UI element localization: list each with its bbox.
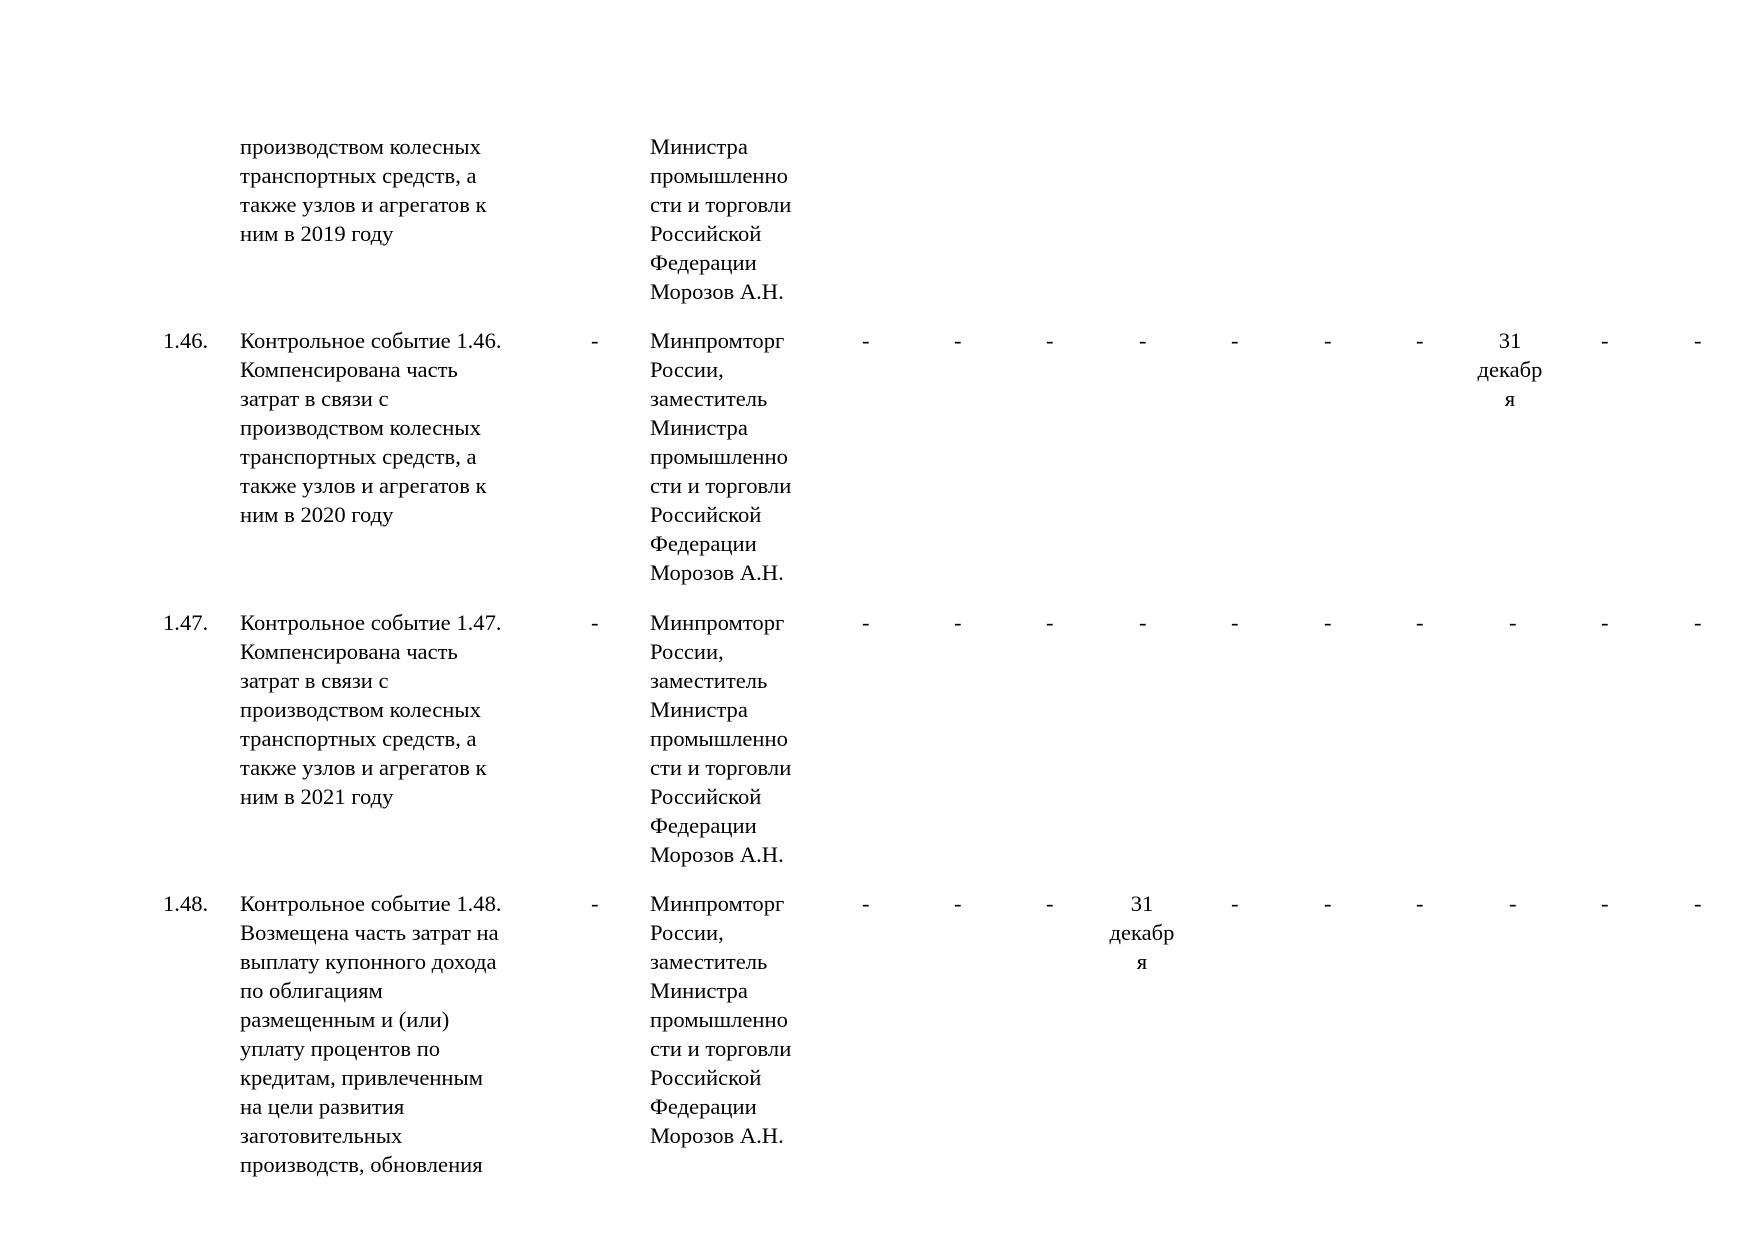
continuation-responsible: Министра промышленно сти и торговли Российской Федерации Морозов А.Н.: [650, 134, 792, 304]
row-cell: -: [1046, 891, 1054, 916]
row-cell: -: [1416, 328, 1424, 353]
row-number: 1.48.: [163, 891, 209, 916]
row-cell: -: [1509, 891, 1517, 916]
row-col-a: -: [591, 891, 599, 916]
row-cell: -: [954, 610, 962, 635]
row-cell: -: [954, 328, 962, 353]
row-description: Контрольное событие 1.46. Компенсирована часть затрат в связи с производством колесных транспортных средств, а также узлов и агрегатов к ним в 2020 году: [240, 328, 502, 527]
row-cell: -: [1324, 610, 1332, 635]
row-cell-date: 31 декабр я: [1109, 891, 1175, 974]
row-cell: -: [1231, 891, 1239, 916]
continuation-description: производством колесных транспортных средств, а также узлов и агрегатов к ним в 2019 году: [240, 134, 487, 246]
row-cell: -: [1509, 610, 1517, 635]
row-cell: -: [1416, 891, 1424, 916]
row-cell-date: 31 декабр я: [1477, 328, 1543, 411]
row-cell: -: [862, 610, 870, 635]
row-cell: -: [1139, 328, 1147, 353]
row-cell: -: [1416, 610, 1424, 635]
row-cell: -: [1601, 891, 1609, 916]
row-number: 1.46.: [163, 328, 209, 353]
row-col-a: -: [591, 610, 599, 635]
row-col-a: -: [591, 328, 599, 353]
row-cell: -: [1046, 328, 1054, 353]
row-description: Контрольное событие 1.48. Возмещена часть затрат на выплату купонного дохода по облигациям размещенным и (или) уплату процентов по кредитам, привлеченным на цели развития заготовительных производств, обновления: [240, 891, 502, 1177]
row-cell: -: [954, 891, 962, 916]
row-cell: -: [1139, 610, 1147, 635]
row-cell: -: [862, 891, 870, 916]
row-description: Контрольное событие 1.47. Компенсирована часть затрат в связи с производством колесных транспортных средств, а также узлов и агрегатов к ним в 2021 году: [240, 610, 502, 809]
row-cell: -: [1231, 610, 1239, 635]
row-cell: -: [1231, 328, 1239, 353]
row-cell: -: [1046, 610, 1054, 635]
row-responsible: Минпромторг России, заместитель Министра промышленно сти и торговли Российской Федерации Морозов А.Н.: [650, 610, 792, 867]
row-cell: -: [862, 328, 870, 353]
row-cell: -: [1694, 891, 1702, 916]
row-responsible: Минпромторг России, заместитель Министра промышленно сти и торговли Российской Федерации Морозов А.Н.: [650, 891, 792, 1148]
row-cell: -: [1694, 328, 1702, 353]
row-cell: -: [1601, 610, 1609, 635]
row-cell: -: [1601, 328, 1609, 353]
row-number: 1.47.: [163, 610, 209, 635]
row-responsible: Минпромторг России, заместитель Министра промышленно сти и торговли Российской Федерации Морозов А.Н.: [650, 328, 792, 585]
row-cell: -: [1324, 328, 1332, 353]
row-cell: -: [1324, 891, 1332, 916]
row-cell: -: [1694, 610, 1702, 635]
